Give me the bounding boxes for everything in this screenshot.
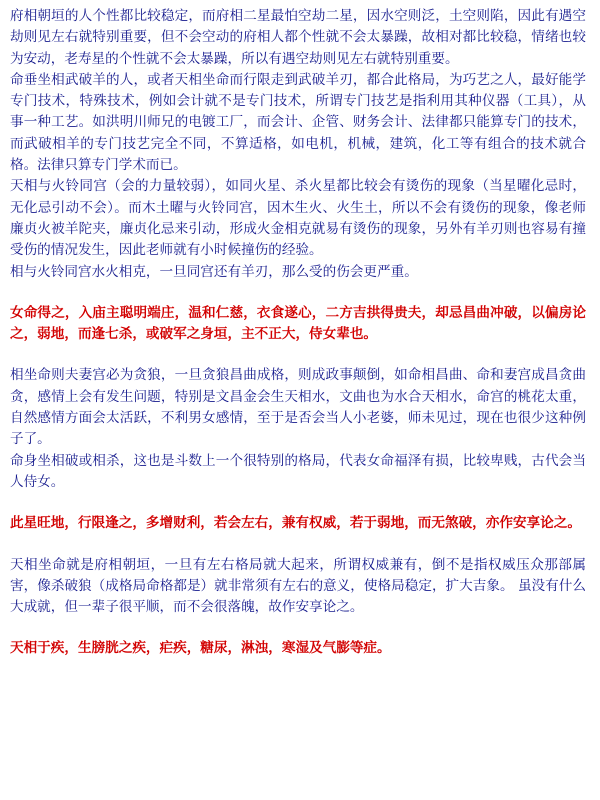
paragraph-4: 相与火铃同宫水火相克，一旦同宫还有羊刃，那么受的伤会更严重。 [10, 263, 418, 280]
highlight-paragraph-1: 女命得之，入庙主聪明端庄，温和仁慈，衣食遂心，二方吉拱得贵夫，却忌昌曲冲破，以偏房论之，弱地，而逢七杀，或破军之身垣，主不正大，侍女辈也。 [10, 304, 586, 343]
paragraph-6: 命身坐相破或相杀，这也是斗数上一个很特别的格局，代表女命福泽有损，比较卑贱，古代会当人侍女。 [10, 452, 586, 490]
spacer [10, 493, 586, 513]
spacer [10, 618, 586, 638]
paragraph-3: 天相与火铃同宫（会的力量较弱），如同火星、杀火星都比较会有烫伤的现象（当星曜化忌时，无化忌引动不会）。而木土曜与火铃同宫，因木生火、火生土，所以不会有烫伤的现象，像老师廉贞火被羊陀夹，廉贞化忌来引动，形成火金相克就易有烫伤的现象，另外有羊刃则也容易有撞受伤的情况发生，因此老师就有小时候撞伤的经验。 [10, 178, 586, 259]
paragraph-7: 天相坐命就是府相朝垣，一旦有左右格局就大起来，所谓权威兼有，倒不是指权威压众那部属害，像杀破狼（成格局命格都是）就非常须有左右的意义，使格局稳定，扩大吉象。 虽没有什么大成就，但一辈子很平顺，而不会很落魄，故作安享论之。 [10, 556, 586, 616]
paragraph-5: 相坐命则夫妻宫必为贪狼，一旦贪狼昌曲成格，则成政事颠倒，如命相昌曲、命和妻宫成昌贪曲贪，感情上会有发生问题，特别是文昌金会生天相水，文曲也为水合天相水，命宫的桃花太重，自然感情方面会太活跃，不利男女感情，至于是否会当人小老婆，师未见过，现在也很少这种例子了。 [10, 367, 586, 448]
spacer [10, 535, 586, 555]
spacer [10, 283, 586, 303]
paragraph-1: 府相朝垣的人个性都比较稳定，而府相二星最怕空劫二星，因水空则泛，土空则陷，因此有遇空劫则见左右就特别重要，但不会空动的府相人都个性就不会太暴躁，故相对都比较稳，情绪也较为安动，老寿星的个性就不会太暴躁，所以有遇空劫则见左右就特别重要。 [10, 8, 586, 67]
spacer [10, 345, 586, 365]
highlight-paragraph-2: 此星旺地，行限逢之，多增财利，若会左右，兼有权威，若于弱地，而无煞破，亦作安享论之。 [10, 515, 581, 532]
paragraph-2: 命垂坐相武破羊的人，或者天相坐命而行限走到武破羊刃，都合此格局，为巧艺之人，最好能学专门技术，特殊技术，例如会计就不是专门技术，所谓专门技艺是指利用其种仪器（工具），从事一种工艺。如洪明川师兄的电镀工厂，而会计、企管、财务会计、法律都只能算专门的技术，而武破相羊的专门技艺完全不同，不算适格，如电机，机械，建筑，化工等有组合的技术就合格。法律只算专门学术而已。 [10, 71, 586, 174]
highlight-paragraph-3: 天相于疾，生膀胱之疾，疟疾，糖尿，淋浊，寒湿及气膨等症。 [10, 640, 391, 657]
